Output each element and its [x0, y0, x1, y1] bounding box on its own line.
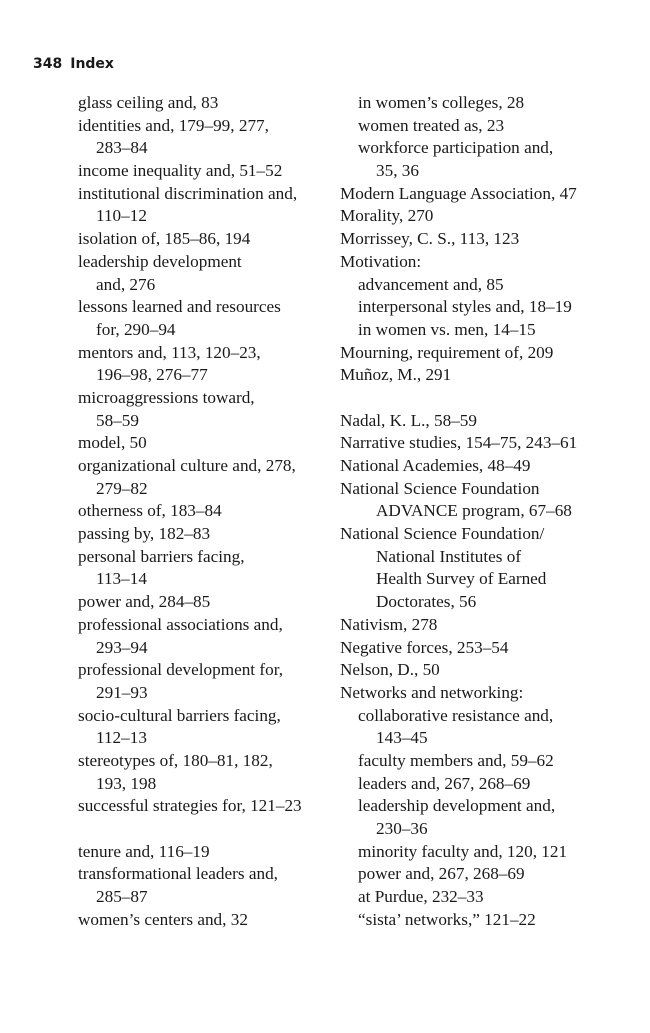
section-title: Index [70, 56, 114, 72]
index-entry: otherness of, 183–84 [78, 501, 222, 521]
index-subentry: 293–94 [96, 637, 148, 657]
index-entry: glass ceiling and, 83 [78, 93, 219, 112]
index-entry: socio-cultural barriers facing, [78, 705, 281, 725]
index-subentry: leaders and, 267, 268–69 [358, 773, 531, 793]
index-subentry: 291–93 [96, 682, 148, 702]
index-subentry: National Institutes of [376, 546, 522, 566]
index-subentry: Doctorates, 56 [376, 592, 477, 612]
index-subentry: and, 276 [96, 274, 156, 294]
index-subentry: 58–59 [96, 410, 139, 430]
index-entry: transformational leaders and, [78, 864, 278, 884]
index-entry: identities and, 179–99, 277, [78, 115, 269, 135]
running-header [33, 56, 114, 72]
index-subentry: 113–14 [96, 569, 147, 589]
index-subentry: 230–36 [376, 819, 428, 838]
index-entry: leadership development [78, 251, 242, 271]
index-subentry: in women’s colleges, 28 [358, 93, 525, 112]
index-entry: institutional discrimination and, [78, 183, 298, 203]
index-subentry: 285–87 [96, 887, 148, 907]
index-entry: Narrative studies, 154–75, 243–61 [340, 433, 578, 453]
index-entry: passing by, 182–83 [78, 524, 211, 544]
index-subentry: advancement and, 85 [358, 274, 504, 294]
index-subentry: 35, 36 [376, 161, 419, 181]
index-entry: National Science Foundation [340, 478, 540, 498]
index-subentry: 283–84 [96, 138, 148, 158]
index-subentry: 143–45 [376, 728, 428, 748]
index-subentry: women treated as, 23 [358, 115, 505, 135]
index-entry: lessons learned and resources [78, 297, 281, 317]
index-entry: National Academies, 48–49 [340, 456, 531, 475]
index-entry: Morality, 270 [340, 206, 434, 226]
index-entry: model, 50 [78, 433, 147, 453]
index-subentry: Health Survey of Earned [376, 569, 547, 589]
index-entry: power and, 284–85 [78, 592, 211, 612]
index-subentry: in women vs. men, 14–15 [358, 319, 536, 339]
index-entry: Motivation: [340, 251, 422, 271]
index-subentry: 110–12 [96, 206, 147, 226]
index-entry: professional associations and, [78, 614, 283, 634]
index-entry: stereotypes of, 180–81, 182, [78, 750, 273, 770]
index-entry: income inequality and, 51–52 [78, 161, 283, 181]
index-entry: Modern Language Association, 47 [340, 183, 577, 203]
index-subentry: collaborative resistance and, [358, 705, 554, 725]
blank-line [340, 387, 640, 410]
index-subentry: 196–98, 276–77 [96, 365, 208, 385]
index-subentry: ADVANCE program, 67–68 [376, 501, 572, 521]
index-entry: Nelson, D., 50 [340, 660, 440, 680]
index-entry: professional development for, [78, 660, 284, 680]
index-entry: tenure and, 116–19 [78, 841, 210, 861]
index-entry: Nadal, K. L., 58–59 [340, 410, 477, 430]
index-subentry: at Purdue, 232–33 [358, 887, 484, 907]
index-subentry: interpersonal styles and, 18–19 [358, 297, 572, 317]
index-subentry: 193, 198 [96, 773, 157, 793]
index-entry: successful strategies for, 121–23 [78, 796, 302, 816]
index-entry: Mourning, requirement of, 209 [340, 342, 554, 362]
index-entry: National Science Foundation/ [340, 524, 545, 544]
index-entry: Muñoz, M., 291 [340, 365, 452, 385]
index-entry: organizational culture and, 278, [78, 456, 296, 475]
index-column-left [78, 92, 328, 931]
index-entry: mentors and, 113, 120–23, [78, 342, 261, 362]
index-entry: isolation of, 185–86, 194 [78, 229, 251, 249]
index-entry: personal barriers facing, [78, 546, 245, 566]
index-entry: Networks and networking: [340, 682, 524, 702]
blank-line [78, 818, 328, 841]
index-column-right [340, 92, 640, 931]
index-subentry: power and, 267, 268–69 [358, 864, 525, 884]
page-number: 348 [33, 56, 63, 72]
index-subentry: workforce participation and, [358, 138, 554, 158]
index-entry: Morrissey, C. S., 113, 123 [340, 229, 520, 249]
index-subentry: 112–13 [96, 728, 147, 748]
index-subentry: faculty members and, 59–62 [358, 750, 554, 770]
index-entry: women’s centers and, 32 [78, 909, 248, 929]
index-subentry: 279–82 [96, 478, 148, 498]
index-subentry: “sista’ networks,” 121–22 [358, 909, 536, 929]
index-subentry: leadership development and, [358, 796, 556, 816]
index-subentry: for, 290–94 [96, 319, 176, 339]
index-entry: Negative forces, 253–54 [340, 637, 509, 657]
index-subentry: minority faculty and, 120, 121 [358, 841, 568, 861]
index-entry: Nativism, 278 [340, 614, 438, 634]
index-entry: microaggressions toward, [78, 387, 255, 407]
